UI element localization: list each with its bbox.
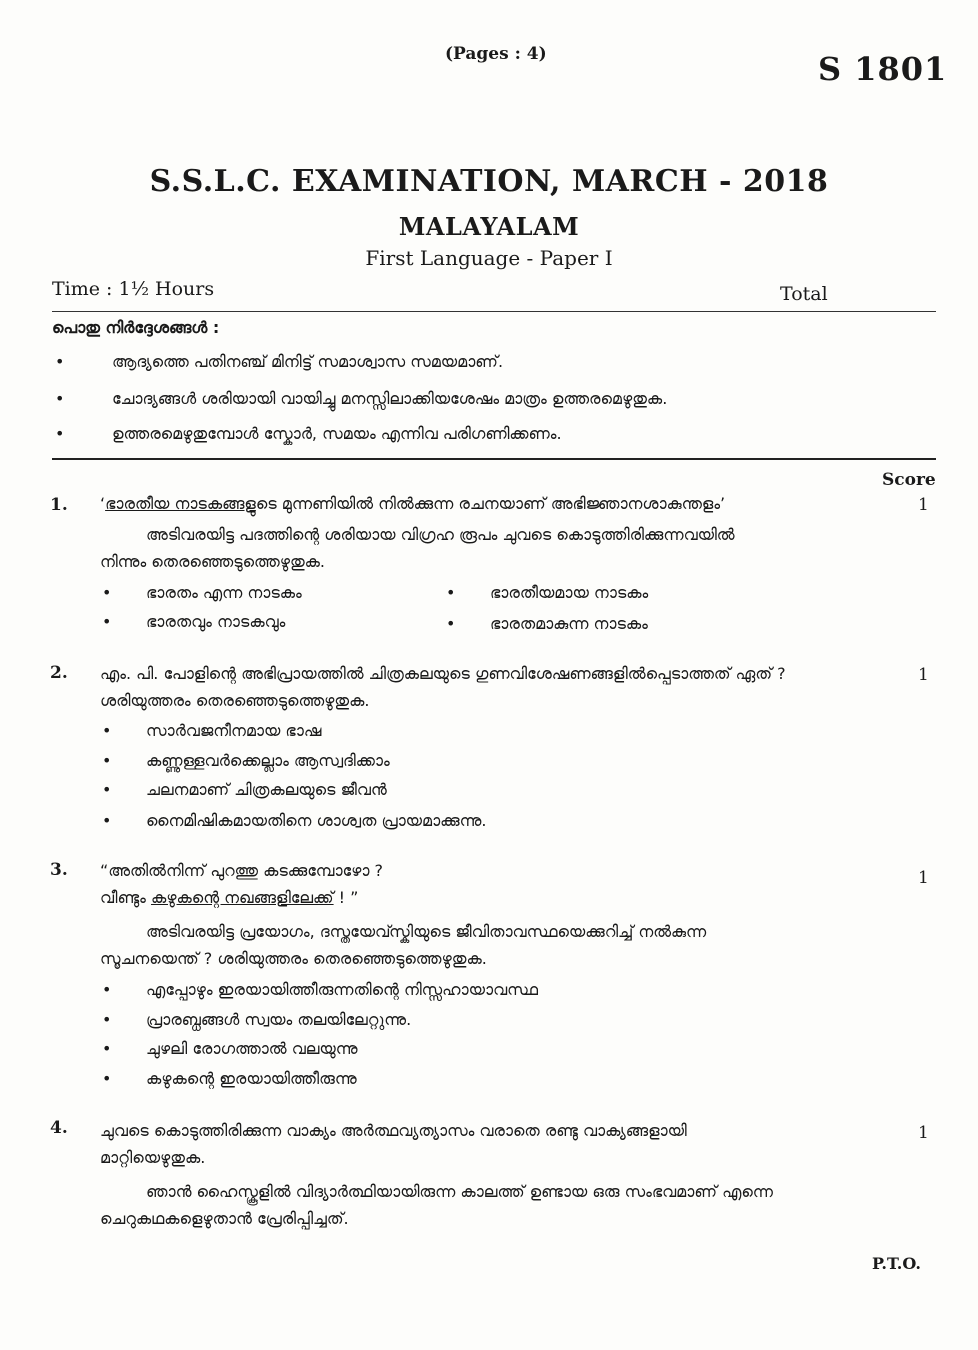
bullet-icon: • <box>102 1069 112 1088</box>
question-number: 3. <box>50 860 68 880</box>
question-text: ചെറുകഥകളെഴുതാൻ പ്രേരിപ്പിച്ചത്. <box>100 1209 349 1228</box>
option-text: പ്രാരബ്ധങ്ങൾ സ്വയം തലയിലേറ്റുന്നു. <box>146 1010 412 1029</box>
time-label: Time : 1½ Hours <box>52 278 215 300</box>
question-score: 1 <box>918 868 929 888</box>
bullet-icon: • <box>55 389 65 408</box>
bullet-icon: • <box>102 811 112 830</box>
quote-end: ! ” <box>333 888 359 907</box>
divider-instructions <box>52 458 936 460</box>
option-text: ചുഴലി രോഗത്താൽ വലയുന്നു <box>146 1039 358 1058</box>
question-text: നിന്നും തെരഞ്ഞെടുത്തെഴുതുക. <box>100 552 326 571</box>
bullet-icon: • <box>55 352 65 371</box>
option-item <box>446 583 649 603</box>
subject-title: MALAYALAM <box>398 212 580 241</box>
question-text: ചുവടെ കൊടുത്തിരിക്കുന്ന വാക്യം അർത്ഥവ്യത്യാസം വരാതെ രണ്ടു വാക്യങ്ങളായി <box>100 1121 687 1140</box>
option-text: എപ്പോഴും ഇരയായിത്തീരുന്നതിന്റെ നിസ്സഹായാവസ്ഥ <box>146 980 538 999</box>
question-score: 1 <box>918 1123 929 1143</box>
page-turn-over: P.T.O. <box>872 1254 921 1273</box>
option-item <box>102 980 538 1000</box>
option-item <box>102 721 322 741</box>
option-item <box>102 583 302 603</box>
instructions-heading: പൊതു നിർദ്ദേശങ്ങൾ : <box>52 318 220 337</box>
bullet-icon: • <box>102 1010 112 1029</box>
quote-open: ‘ <box>100 494 106 513</box>
option-text: ചലനമാണ് ചിത്രകലയുടെ ജീവൻ <box>146 780 387 799</box>
page-count: (Pages : 4) <box>445 44 547 64</box>
bullet-icon: • <box>102 980 112 999</box>
option-text: ഭാരതം എന്ന നാടകം <box>146 583 302 602</box>
quote-rest: ടെ മുന്നണിയിൽ നിൽക്കുന്ന രചനയാണ് അഭിജ്ഞാനശാകുന്തളം’ <box>255 494 726 513</box>
instruction-text: ഉത്തരമെഴുതുമ്പോൾ സ്കോർ, സമയം എന്നിവ പരിഗണിക്കണം. <box>112 424 562 443</box>
question-text: എം. പി. പോളിന്റെ അഭിപ്രായത്തിൽ ചിത്രകലയുടെ ഗുണവിശേഷണങ്ങളിൽപ്പെടാത്തത് ഏത് ? <box>100 664 786 683</box>
bullet-icon: • <box>102 583 112 602</box>
option-text: ഭാരതീയമായ നാടകം <box>490 583 649 602</box>
bullet-icon: • <box>55 424 65 443</box>
question-number: 4. <box>50 1118 68 1138</box>
score-column-heading: Score <box>882 470 936 490</box>
underlined-phrase: ഭാരതീയ നാടകങ്ങളു <box>105 494 256 513</box>
question-number: 2. <box>50 663 68 683</box>
question-text: മാറ്റിയെഴുതുക. <box>100 1148 206 1167</box>
option-text: കഴുകന്റെ ഇരയായിത്തീരുന്നു <box>146 1069 357 1088</box>
option-item <box>102 1010 412 1030</box>
question-number: 1. <box>50 495 68 515</box>
option-text: കണ്ണുള്ളവർക്കെല്ലാം ആസ്വദിക്കാം <box>146 751 390 770</box>
question-3-quote <box>100 884 358 911</box>
option-text: ഭാരതവും നാടകവും <box>146 612 286 631</box>
question-text: അടിവരയിട്ട പ്രയോഗം, ദസ്തയേവ്സ്കിയുടെ ജീവിതാവസ്ഥയെക്കുറിച്ച് നൽകുന്ന <box>146 922 707 941</box>
option-text: ഭാരതമാകുന്ന നാടകം <box>490 614 648 633</box>
exam-title: S.S.L.C. EXAMINATION, MARCH - 2018 <box>149 164 829 199</box>
paper-code: S 1801 <box>818 50 948 88</box>
option-item <box>102 1039 358 1059</box>
question-text: സൂചനയെന്ത് ? ശരിയുത്തരം തെരഞ്ഞെടുത്തെഴുതുക. <box>100 949 487 968</box>
instruction-text: ആദ്യത്തെ പതിനഞ്ച് മിനിട്ട് സമാശ്വാസ സമയമാണ്. <box>112 352 504 371</box>
option-item <box>102 612 286 632</box>
question-text: അടിവരയിട്ട പദത്തിന്റെ ശരിയായ വിഗ്രഹ രൂപം ചുവടെ കൊടുത്തിരിക്കുന്നവയിൽ <box>146 525 735 544</box>
bullet-icon: • <box>102 751 112 770</box>
question-text: ഞാൻ ഹൈസ്കൂളിൽ വിദ്യാർത്ഥിയായിരുന്ന കാലത്ത് ഉണ്ടായ ഒരു സംഭവമാണ് എന്നെ <box>146 1182 773 1201</box>
question-score: 1 <box>918 665 929 685</box>
option-item <box>102 1069 357 1089</box>
question-text: “അതിൽനിന്ന് പുറത്തു കടക്കുമ്പോഴോ ? <box>100 861 384 880</box>
divider-top <box>52 311 936 312</box>
total-label: Total <box>780 283 828 305</box>
option-item <box>102 811 487 831</box>
option-text: നൈമിഷികമായതിനെ ശാശ്വത പ്രായമാക്കുന്നു. <box>146 811 487 830</box>
instruction-text: ചോദ്യങ്ങൾ ശരിയായി വായിച്ചു മനസ്സിലാക്കിയശേഷം മാത്രം ഉത്തരമെഴുതുക. <box>112 389 668 408</box>
question-score: 1 <box>918 495 929 515</box>
bullet-icon: • <box>102 612 112 631</box>
quote-start: വീണ്ടും <box>100 888 151 907</box>
option-item <box>446 614 648 634</box>
paper-subtitle: First Language - Paper I <box>365 246 613 270</box>
question-text: ശരിയുത്തരം തെരഞ്ഞെടുത്തെഴുതുക. <box>100 691 370 710</box>
bullet-icon: • <box>102 780 112 799</box>
bullet-icon: • <box>446 614 456 633</box>
option-item <box>102 780 387 800</box>
bullet-icon: • <box>102 721 112 740</box>
question-1-quote <box>100 490 725 517</box>
underlined-phrase: കഴുകന്റെ നഖങ്ങളിലേക്ക് <box>150 888 334 907</box>
option-item <box>102 751 390 771</box>
bullet-icon: • <box>446 583 456 602</box>
bullet-icon: • <box>102 1039 112 1058</box>
option-text: സാർവജനീനമായ ഭാഷ <box>146 721 322 740</box>
